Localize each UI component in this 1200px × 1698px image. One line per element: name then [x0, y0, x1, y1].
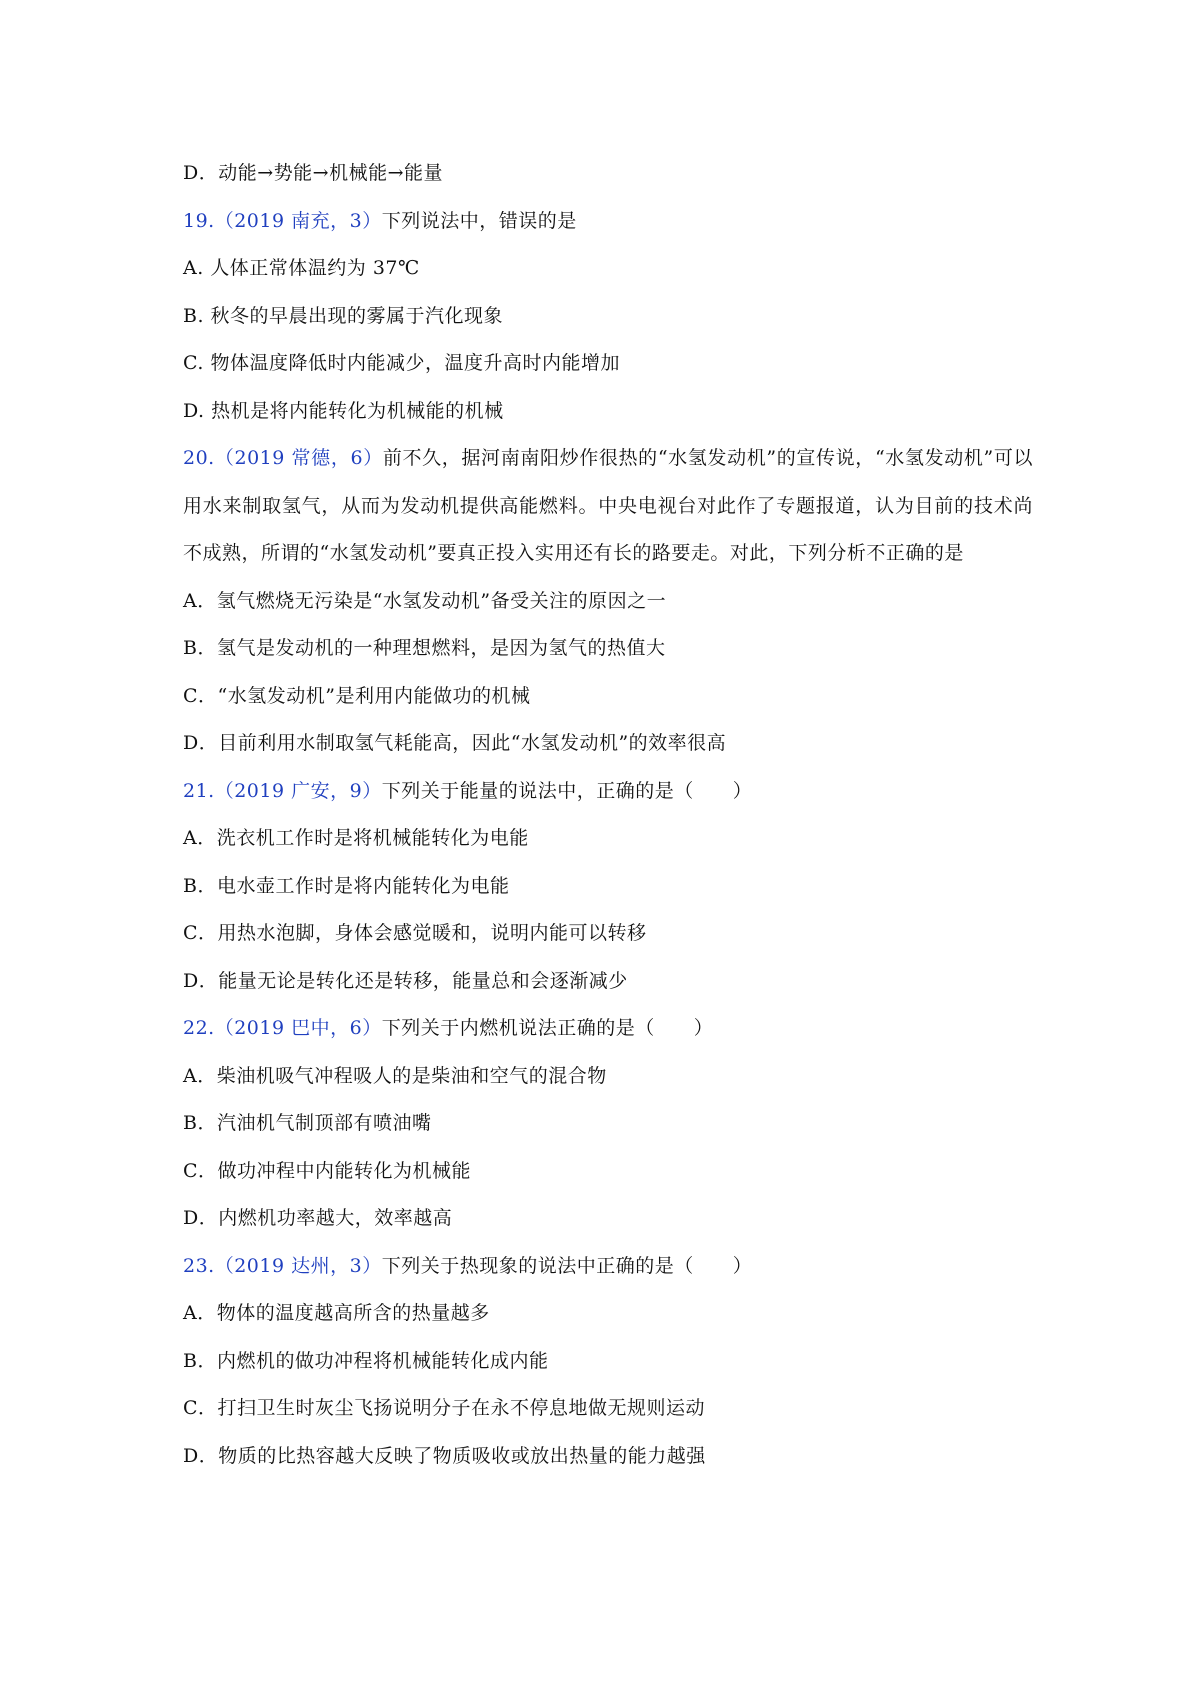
document-page [183, 150, 1033, 1480]
question-text: 下列关于能量的说法中，正确的是（ ） [381, 779, 753, 802]
option-line: D．动能→势能→机械能→能量 [183, 162, 443, 184]
question-source: 22.（2019 巴中，6） [183, 1017, 382, 1039]
question-22-stem [183, 1005, 1033, 1053]
question-21-stem [183, 768, 1033, 816]
option-line: B．氢气是发动机的一种理想燃料，是因为氢气的热值大 [183, 637, 666, 659]
option-line: A. 人体正常体温约为 37℃ [183, 257, 420, 279]
question-19-stem [183, 198, 1033, 246]
option-line: C．用热水泡脚，身体会感觉暖和，说明内能可以转移 [183, 922, 647, 944]
option-line: B. 秋冬的早晨出现的雾属于汽化现象 [183, 304, 504, 327]
option-line: C．“水氢发动机”是利用内能做功的机械 [183, 684, 531, 707]
option-line: C．打扫卫生时灰尘飞扬说明分子在永不停息地做无规则运动 [183, 1397, 706, 1419]
question-text: 下列说法中，错误的是 [381, 209, 577, 232]
question-text: 下列关于热现象的说法中正确的是（ ） [381, 1254, 753, 1277]
question-text: 前不久，据河南南阳炒作很热的“水氢发动机”的宣传说，“水氢发动机”可以用水来制取氢气，从而为发动机提供高能燃料。中央电视台对此作了专题报道，认为目前的技术尚不成熟，所谓的“水氢发动机”要真正投入实用还有长的路要走。对此，下列分析不正确的是 [183, 447, 1034, 564]
option-line: D．内燃机功率越大，效率越高 [183, 1207, 453, 1229]
option-line: A．洗衣机工作时是将机械能转化为电能 [183, 827, 529, 849]
option-line: D. 热机是将内能转化为机械能的机械 [183, 399, 504, 422]
question-20-stem [183, 435, 1033, 578]
option-line: D．物质的比热容越大反映了物质吸收或放出热量的能力越强 [183, 1444, 706, 1467]
question-source: 23.（2019 达州，3） [183, 1254, 382, 1277]
option-line: C. 物体温度降低时内能减少，温度升高时内能增加 [183, 352, 620, 374]
question-source: 21.（2019 广安，9） [183, 779, 382, 802]
option-line: B．汽油机气制顶部有喷油嘴 [183, 1112, 432, 1134]
option-line: A．氢气燃烧无污染是“水氢发动机”备受关注的原因之一 [183, 589, 667, 612]
question-text: 下列关于内燃机说法正确的是（ ） [381, 1017, 714, 1039]
question-23-stem [183, 1243, 1033, 1291]
option-line: B．电水壶工作时是将内能转化为电能 [183, 874, 510, 897]
question-source: 19.（2019 南充，3） [183, 209, 382, 232]
question-source: 20.（2019 常德，6） [183, 447, 383, 469]
option-line: B．内燃机的做功冲程将机械能转化成内能 [183, 1349, 549, 1372]
option-line: A．物体的温度越高所含的热量越多 [183, 1302, 490, 1324]
option-line: A．柴油机吸气冲程吸人的是柴油和空气的混合物 [183, 1064, 607, 1087]
option-line: C．做功冲程中内能转化为机械能 [183, 1159, 472, 1182]
option-line: D．能量无论是转化还是转移，能量总和会逐渐减少 [183, 969, 628, 992]
option-line: D．目前利用水制取氢气耗能高，因此“水氢发动机”的效率很高 [183, 732, 727, 754]
